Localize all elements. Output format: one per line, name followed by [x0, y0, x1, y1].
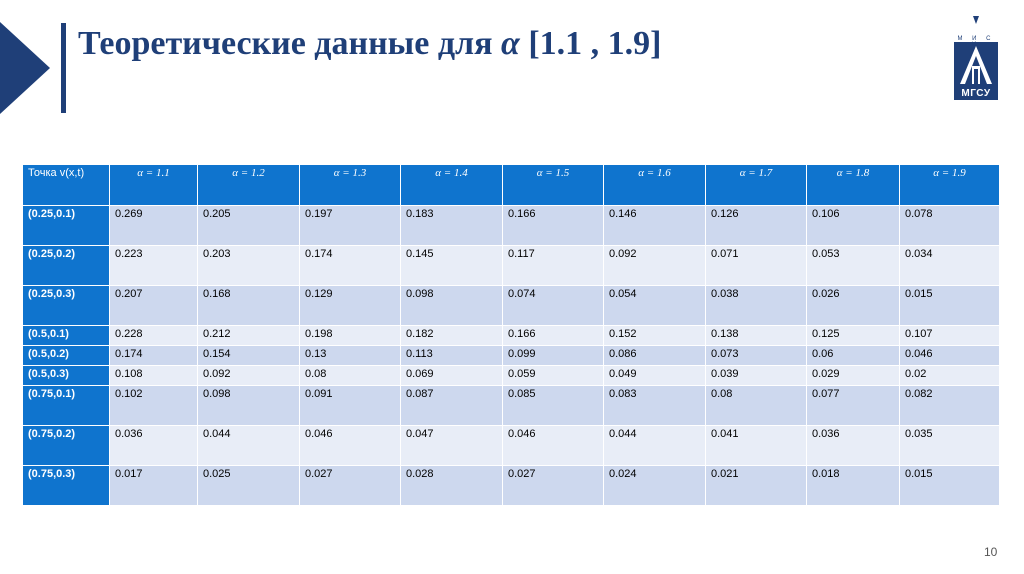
- table-cell: 0.046: [300, 426, 401, 466]
- table-cell: 0.038: [706, 286, 807, 326]
- table-cell: 0.098: [401, 286, 503, 326]
- table-cell: 0.026: [807, 286, 900, 326]
- title-range: [1.1 , 1.9]: [519, 25, 662, 62]
- table-cell: 0.099: [503, 346, 604, 366]
- table-cell: 0.117: [503, 246, 604, 286]
- row-point-label: (0.75,0.1): [23, 386, 110, 426]
- table-row: [23, 366, 1000, 386]
- table-cell: 0.082: [900, 386, 1000, 426]
- table-cell: 0.098: [198, 386, 300, 426]
- title-text: Теоретические данные для: [78, 25, 501, 62]
- table-cell: 0.029: [807, 366, 900, 386]
- table-cell: 0.036: [110, 426, 198, 466]
- table-cell: 0.034: [900, 246, 1000, 286]
- table-cell: 0.125: [807, 326, 900, 346]
- table-row: [23, 286, 1000, 326]
- table-cell: 0.146: [604, 206, 706, 246]
- alpha-header: α = 1.9: [900, 165, 1000, 206]
- alpha-header: α = 1.2: [198, 165, 300, 206]
- alpha-header: α = 1.3: [300, 165, 401, 206]
- table-cell: 0.166: [503, 206, 604, 246]
- table-cell: 0.059: [503, 366, 604, 386]
- table-cell: 0.168: [198, 286, 300, 326]
- alpha-header: α = 1.1: [110, 165, 198, 206]
- table-cell: 0.027: [503, 466, 604, 506]
- table-cell: 0.08: [300, 366, 401, 386]
- table-row: [23, 246, 1000, 286]
- table-cell: 0.092: [604, 246, 706, 286]
- row-point-label: (0.75,0.2): [23, 426, 110, 466]
- row-point-label: (0.5,0.2): [23, 346, 110, 366]
- table-cell: 0.074: [503, 286, 604, 326]
- table-cell: 0.02: [900, 366, 1000, 386]
- row-point-label: (0.5,0.1): [23, 326, 110, 346]
- table-cell: 0.13: [300, 346, 401, 366]
- table-cell: 0.046: [900, 346, 1000, 366]
- table-cell: 0.025: [198, 466, 300, 506]
- table-row: [23, 426, 1000, 466]
- alpha-header: α = 1.5: [503, 165, 604, 206]
- table-cell: 0.035: [900, 426, 1000, 466]
- table-cell: 0.06: [807, 346, 900, 366]
- logo-letters: М И С И: [957, 36, 995, 48]
- table-cell: 0.212: [198, 326, 300, 346]
- logo-text: МГСУ: [961, 88, 991, 99]
- table-cell: 0.198: [300, 326, 401, 346]
- table-cell: 0.054: [604, 286, 706, 326]
- table-cell: 0.203: [198, 246, 300, 286]
- table-cell: 0.069: [401, 366, 503, 386]
- table-cell: 0.039: [706, 366, 807, 386]
- row-point-label: (0.5,0.3): [23, 366, 110, 386]
- table-cell: 0.126: [706, 206, 807, 246]
- table-row: [23, 326, 1000, 346]
- table-cell: 0.174: [300, 246, 401, 286]
- table-cell: 0.207: [110, 286, 198, 326]
- table-cell: 0.044: [198, 426, 300, 466]
- table-cell: 0.041: [706, 426, 807, 466]
- corner-header: Точка v(x,t): [23, 165, 110, 206]
- table-cell: 0.047: [401, 426, 503, 466]
- row-point-label: (0.75,0.3): [23, 466, 110, 506]
- title-alpha-symbol: α: [501, 25, 520, 62]
- table-cell: 0.138: [706, 326, 807, 346]
- row-point-label: (0.25,0.2): [23, 246, 110, 286]
- table-cell: 0.183: [401, 206, 503, 246]
- title-accent-bar: [61, 23, 66, 113]
- table-cell: 0.049: [604, 366, 706, 386]
- table-cell: 0.197: [300, 206, 401, 246]
- table-cell: 0.205: [198, 206, 300, 246]
- decorative-arrow-icon: [0, 22, 50, 114]
- table-cell: 0.107: [900, 326, 1000, 346]
- table-cell: 0.228: [110, 326, 198, 346]
- table-row: [23, 206, 1000, 246]
- mgsu-logo-icon: [952, 16, 1000, 102]
- theoretical-data-table: [22, 164, 1000, 506]
- table-cell: 0.044: [604, 426, 706, 466]
- table-cell: 0.086: [604, 346, 706, 366]
- table-cell: 0.083: [604, 386, 706, 426]
- alpha-header: α = 1.4: [401, 165, 503, 206]
- table-cell: 0.036: [807, 426, 900, 466]
- table-cell: 0.028: [401, 466, 503, 506]
- table-cell: 0.024: [604, 466, 706, 506]
- table-cell: 0.018: [807, 466, 900, 506]
- table-cell: 0.269: [110, 206, 198, 246]
- table-cell: 0.08: [706, 386, 807, 426]
- table-row: [23, 386, 1000, 426]
- table-cell: 0.077: [807, 386, 900, 426]
- table-row: [23, 466, 1000, 506]
- table-cell: 0.073: [706, 346, 807, 366]
- table-cell: 0.046: [503, 426, 604, 466]
- slide-title: [78, 22, 661, 66]
- table-cell: 0.152: [604, 326, 706, 346]
- table-cell: 0.108: [110, 366, 198, 386]
- table-cell: 0.091: [300, 386, 401, 426]
- table-cell: 0.017: [110, 466, 198, 506]
- table-row: [23, 346, 1000, 366]
- table-cell: 0.078: [900, 206, 1000, 246]
- alpha-header: α = 1.7: [706, 165, 807, 206]
- table-cell: 0.092: [198, 366, 300, 386]
- table-cell: 0.071: [706, 246, 807, 286]
- table-cell: 0.015: [900, 466, 1000, 506]
- table-header-row: [23, 165, 1000, 206]
- row-point-label: (0.25,0.3): [23, 286, 110, 326]
- table-cell: 0.174: [110, 346, 198, 366]
- table-cell: 0.015: [900, 286, 1000, 326]
- alpha-header: α = 1.8: [807, 165, 900, 206]
- alpha-header: α = 1.6: [604, 165, 706, 206]
- table-cell: 0.223: [110, 246, 198, 286]
- table-cell: 0.166: [503, 326, 604, 346]
- table-cell: 0.129: [300, 286, 401, 326]
- table-cell: 0.027: [300, 466, 401, 506]
- table-cell: 0.145: [401, 246, 503, 286]
- table-cell: 0.113: [401, 346, 503, 366]
- table-cell: 0.085: [503, 386, 604, 426]
- page-number: 10: [984, 545, 998, 559]
- table-cell: 0.102: [110, 386, 198, 426]
- table-cell: 0.182: [401, 326, 503, 346]
- table-cell: 0.053: [807, 246, 900, 286]
- table-cell: 0.154: [198, 346, 300, 366]
- table-cell: 0.021: [706, 466, 807, 506]
- table-cell: 0.087: [401, 386, 503, 426]
- table-cell: 0.106: [807, 206, 900, 246]
- row-point-label: (0.25,0.1): [23, 206, 110, 246]
